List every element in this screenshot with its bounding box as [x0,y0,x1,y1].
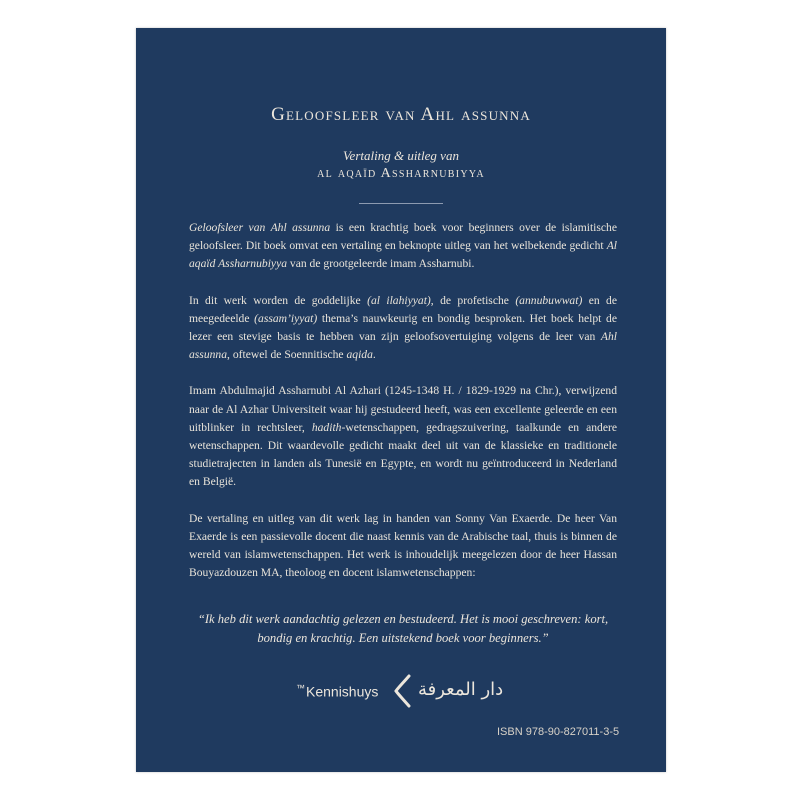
publisher-logo-kennishuys [296,683,378,700]
text-run: Imam Abdulmajid Assharnubi Al Azhari (1245-1348 H. / 1829-1929 na Chr.), verwijzend naar de Al Azhar Universiteit waar hij gestudeerd heeft, was een excellente geleerde en een uitblinker in rechtsleer, [189,384,617,434]
text-run: In dit werk worden de goddelijke [189,293,368,307]
publisher-logo-arabic: دار المعرفة [418,679,504,700]
blurb-paragraph [189,382,617,491]
endorsement-quote: “Ik heb dit werk aandachtig gelezen en bestudeerd. Het is mooi geschreven: kort, bondig en krachtig. Een uitstekend boek voor beginners.” [197,612,609,645]
book-subtitle: Vertaling & uitleg van [343,148,459,163]
book-subtitle-work: al aqaïd Assharnubiyya [317,166,485,181]
italic-term: hadith [311,420,342,434]
publisher-name: Kennishuys [306,683,379,700]
book-title: Geloofsleer van Ahl assunna [271,104,531,125]
text-run: thema’s nauwkeurig en bondig besproken. Het boek helpt de lezer een stevige basis te hebben van zijn geloofsovertuiging volgens de leer van [189,311,617,344]
italic-term: Al aqaïd Assharnubiyya [189,239,617,271]
italic-term: aqida [346,348,373,362]
italic-term: Geloofsleer van Ahl assunna [189,221,331,234]
trademark-mark: ™ [296,683,305,693]
text-run: , oftewel de Soennitische [227,348,347,362]
blurb-paragraph [189,292,617,365]
text-run: De vertaling en uitleg van dit werk lag in handen van Sonny Van Exaerde. De heer Van Exaerde is een passievolle docent die naast kennis van de Arabische taal, thuis is binnen de wereld van islamwetenschappen. Het werk is inhoudelijk meegelezen door de heer Hassan Bouyazdouzen MA, theoloog en docent islamwetenschappen: [189,511,617,580]
italic-term: (al ilahiyyat) [367,293,431,307]
title-divider [359,203,443,204]
text-run: , de profetische [430,293,516,307]
italic-term: (assam’iyyat) [254,311,318,325]
text-run: . [372,348,376,362]
blurb-body [189,219,617,600]
text-run: en de meegedeelde [189,293,617,325]
blurb-paragraph [189,510,617,583]
book-back-cover [136,28,666,772]
text-run: -wetenschappen, gedragszuivering, taalkunde en andere wetenschappen. Dit waardevolle gedicht maakt deel uit van de klassieke en traditionele studietrajecten in landen als Tunesië en Egypte, en wordt nu geïntroduceerd in Nederland en België. [189,420,617,489]
blurb-paragraph [189,219,617,274]
italic-term: (annubuwwat) [515,293,583,307]
text-run: van de grootgeleerde imam Assharnubi. [287,257,475,271]
isbn-number: ISBN 978-90-827011-3-5 [497,726,620,738]
text-run: is een krachtig boek voor beginners over de islamitische geloofsleer. Dit boek omvat een vertaling en beknopte uitleg van het welbekende gedicht [189,221,617,253]
publisher-chevron-icon [392,674,414,708]
italic-term: Ahl assunna [189,330,617,362]
